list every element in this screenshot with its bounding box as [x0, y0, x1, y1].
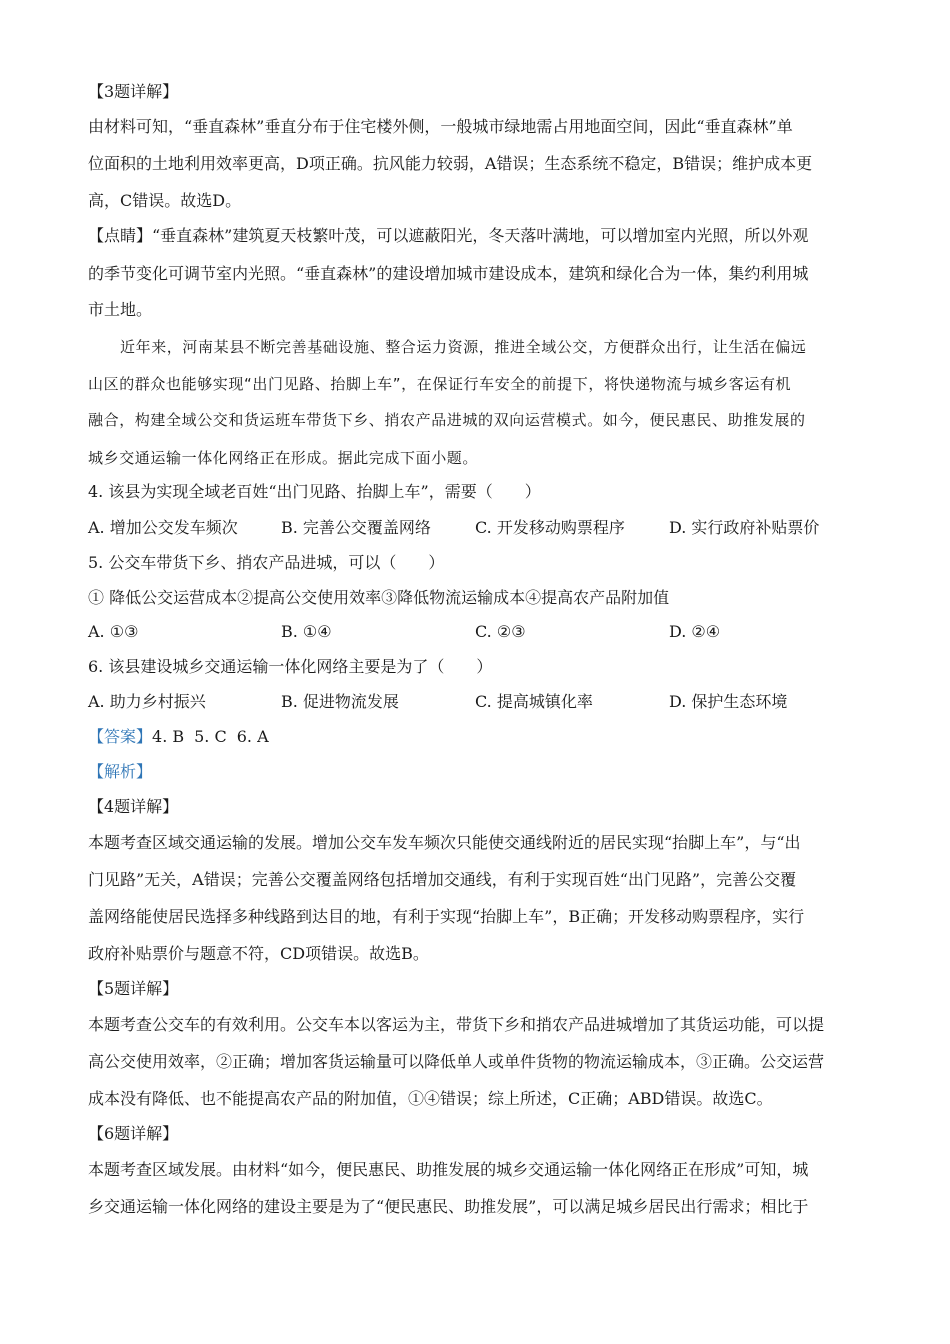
q5-option-a: A. ①③ [88, 622, 139, 641]
q6-option-d: D. 保护生态环境 [669, 692, 788, 711]
analysis-label: 【解析】 [88, 762, 153, 781]
section5-line-3: 成本没有降低、也不能提高农产品的附加值，①④错误；综上所述，C正确；ABD错误。故选C。 [88, 1089, 773, 1108]
section4-line-4: 政府补贴票价与题意不符，CD项错误。故选B。 [88, 944, 429, 963]
q4-option-c: C. 开发移动购票程序 [475, 518, 625, 537]
dianjing-line-3: 市土地。 [88, 300, 153, 319]
q4-option-b: B. 完善公交覆盖网络 [281, 518, 431, 537]
q5-option-d: D. ②④ [669, 622, 721, 641]
material-line-1: 近年来，河南某县不断完善基础设施、整合运力资源，推进全域公交，方便群众出行，让生活在偏远 [120, 338, 807, 356]
q6-stem: 6. 该县建设城乡交通运输一体化网络主要是为了（ ） [88, 657, 493, 676]
section5-line-1: 本题考查公交车的有效利用。公交车本以客运为主，带货下乡和捎农产品进城增加了其货运功能，可以提 [88, 1015, 825, 1034]
section6-line-1: 本题考查区域发展。由材料“如今，便民惠民、助推发展的城乡交通运输一体化网络正在形成”可知，城 [88, 1160, 809, 1179]
q5-stem: 5. 公交车带货下乡、捎农产品进城，可以（ ） [88, 553, 445, 572]
material-line-2: 山区的群众也能够实现“出门见路、抬脚上车”，在保证行车安全的前提下，将快递物流与城乡客运有机 [88, 375, 792, 393]
section6-header: 【6题详解】 [88, 1124, 179, 1143]
material-line-3: 融合，构建全域公交和货运班车带货下乡、捎农产品进城的双向运营模式。如今，便民惠民、助推发展的 [88, 411, 806, 429]
section3-line-1: 由材料可知，“垂直森林”垂直分布于住宅楼外侧，一般城市绿地需占用地面空间，因此“垂直森林”单 [88, 117, 793, 136]
answer-6: 6. A [236, 727, 269, 746]
q6-option-b: B. 促进物流发展 [281, 692, 399, 711]
section6-line-2: 乡交通运输一体化网络的建设主要是为了“便民惠民、助推发展”，可以满足城乡居民出行需求；相比于 [88, 1197, 809, 1216]
section5-line-2: 高公交使用效率，②正确；增加客货运输量可以降低单人或单件货物的物流运输成本，③正确。公交运营 [88, 1052, 825, 1071]
section4-header: 【4题详解】 [88, 797, 179, 816]
material-line-4: 城乡交通运输一体化网络正在形成。据此完成下面小题。 [88, 449, 479, 467]
q6-option-a: A. 助力乡村振兴 [88, 692, 206, 711]
answer-5: 5. C [194, 727, 227, 746]
section3-line-2: 位面积的土地利用效率更高，D项正确。抗风能力较弱，A错误；生态系统不稳定，B错误；维护成本更 [88, 154, 813, 173]
section4-line-2: 门见路”无关，A错误；完善公交覆盖网络包括增加交通线，有利于实现百姓“出门见路”，完善公交覆 [88, 870, 797, 889]
section5-header: 【5题详解】 [88, 979, 179, 998]
q4-stem: 4. 该县为实现全域老百姓“出门见路、抬脚上车”，需要（ ） [88, 482, 541, 501]
q5-items: ① 降低公交运营成本②提高公交使用效率③降低物流运输成本④提高农产品附加值 [88, 588, 670, 607]
q4-option-a: A. 增加公交发车频次 [88, 518, 238, 537]
answer-line [88, 727, 868, 747]
dianjing-line-2: 的季节变化可调节室内光照。“垂直森林”的建设增加城市建设成本，建筑和绿化合为一体，集约利用城 [88, 264, 809, 283]
section3-line-3: 高，C错误。故选D。 [88, 191, 242, 210]
answer-4: 4. B [152, 727, 185, 746]
q5-option-b: B. ①④ [281, 622, 332, 641]
q6-option-c: C. 提高城镇化率 [475, 692, 593, 711]
q5-option-c: C. ②③ [475, 622, 526, 641]
q4-option-d: D. 实行政府补贴票价 [669, 518, 820, 537]
dianjing-line-1: 【点睛】“垂直森林”建筑夏天枝繁叶茂，可以遮蔽阳光，冬天落叶满地，可以增加室内光照，所以外观 [88, 226, 809, 245]
section3-header: 【3题详解】 [88, 82, 179, 101]
answer-label: 【答案】 [88, 727, 153, 746]
section4-line-1: 本题考查区域交通运输的发展。增加公交车发车频次只能使交通线附近的居民实现“抬脚上车”，与“出 [88, 833, 801, 852]
section4-line-3: 盖网络能使居民选择多种线路到达目的地，有利于实现“抬脚上车”，B正确；开发移动购票程序，实行 [88, 907, 805, 926]
